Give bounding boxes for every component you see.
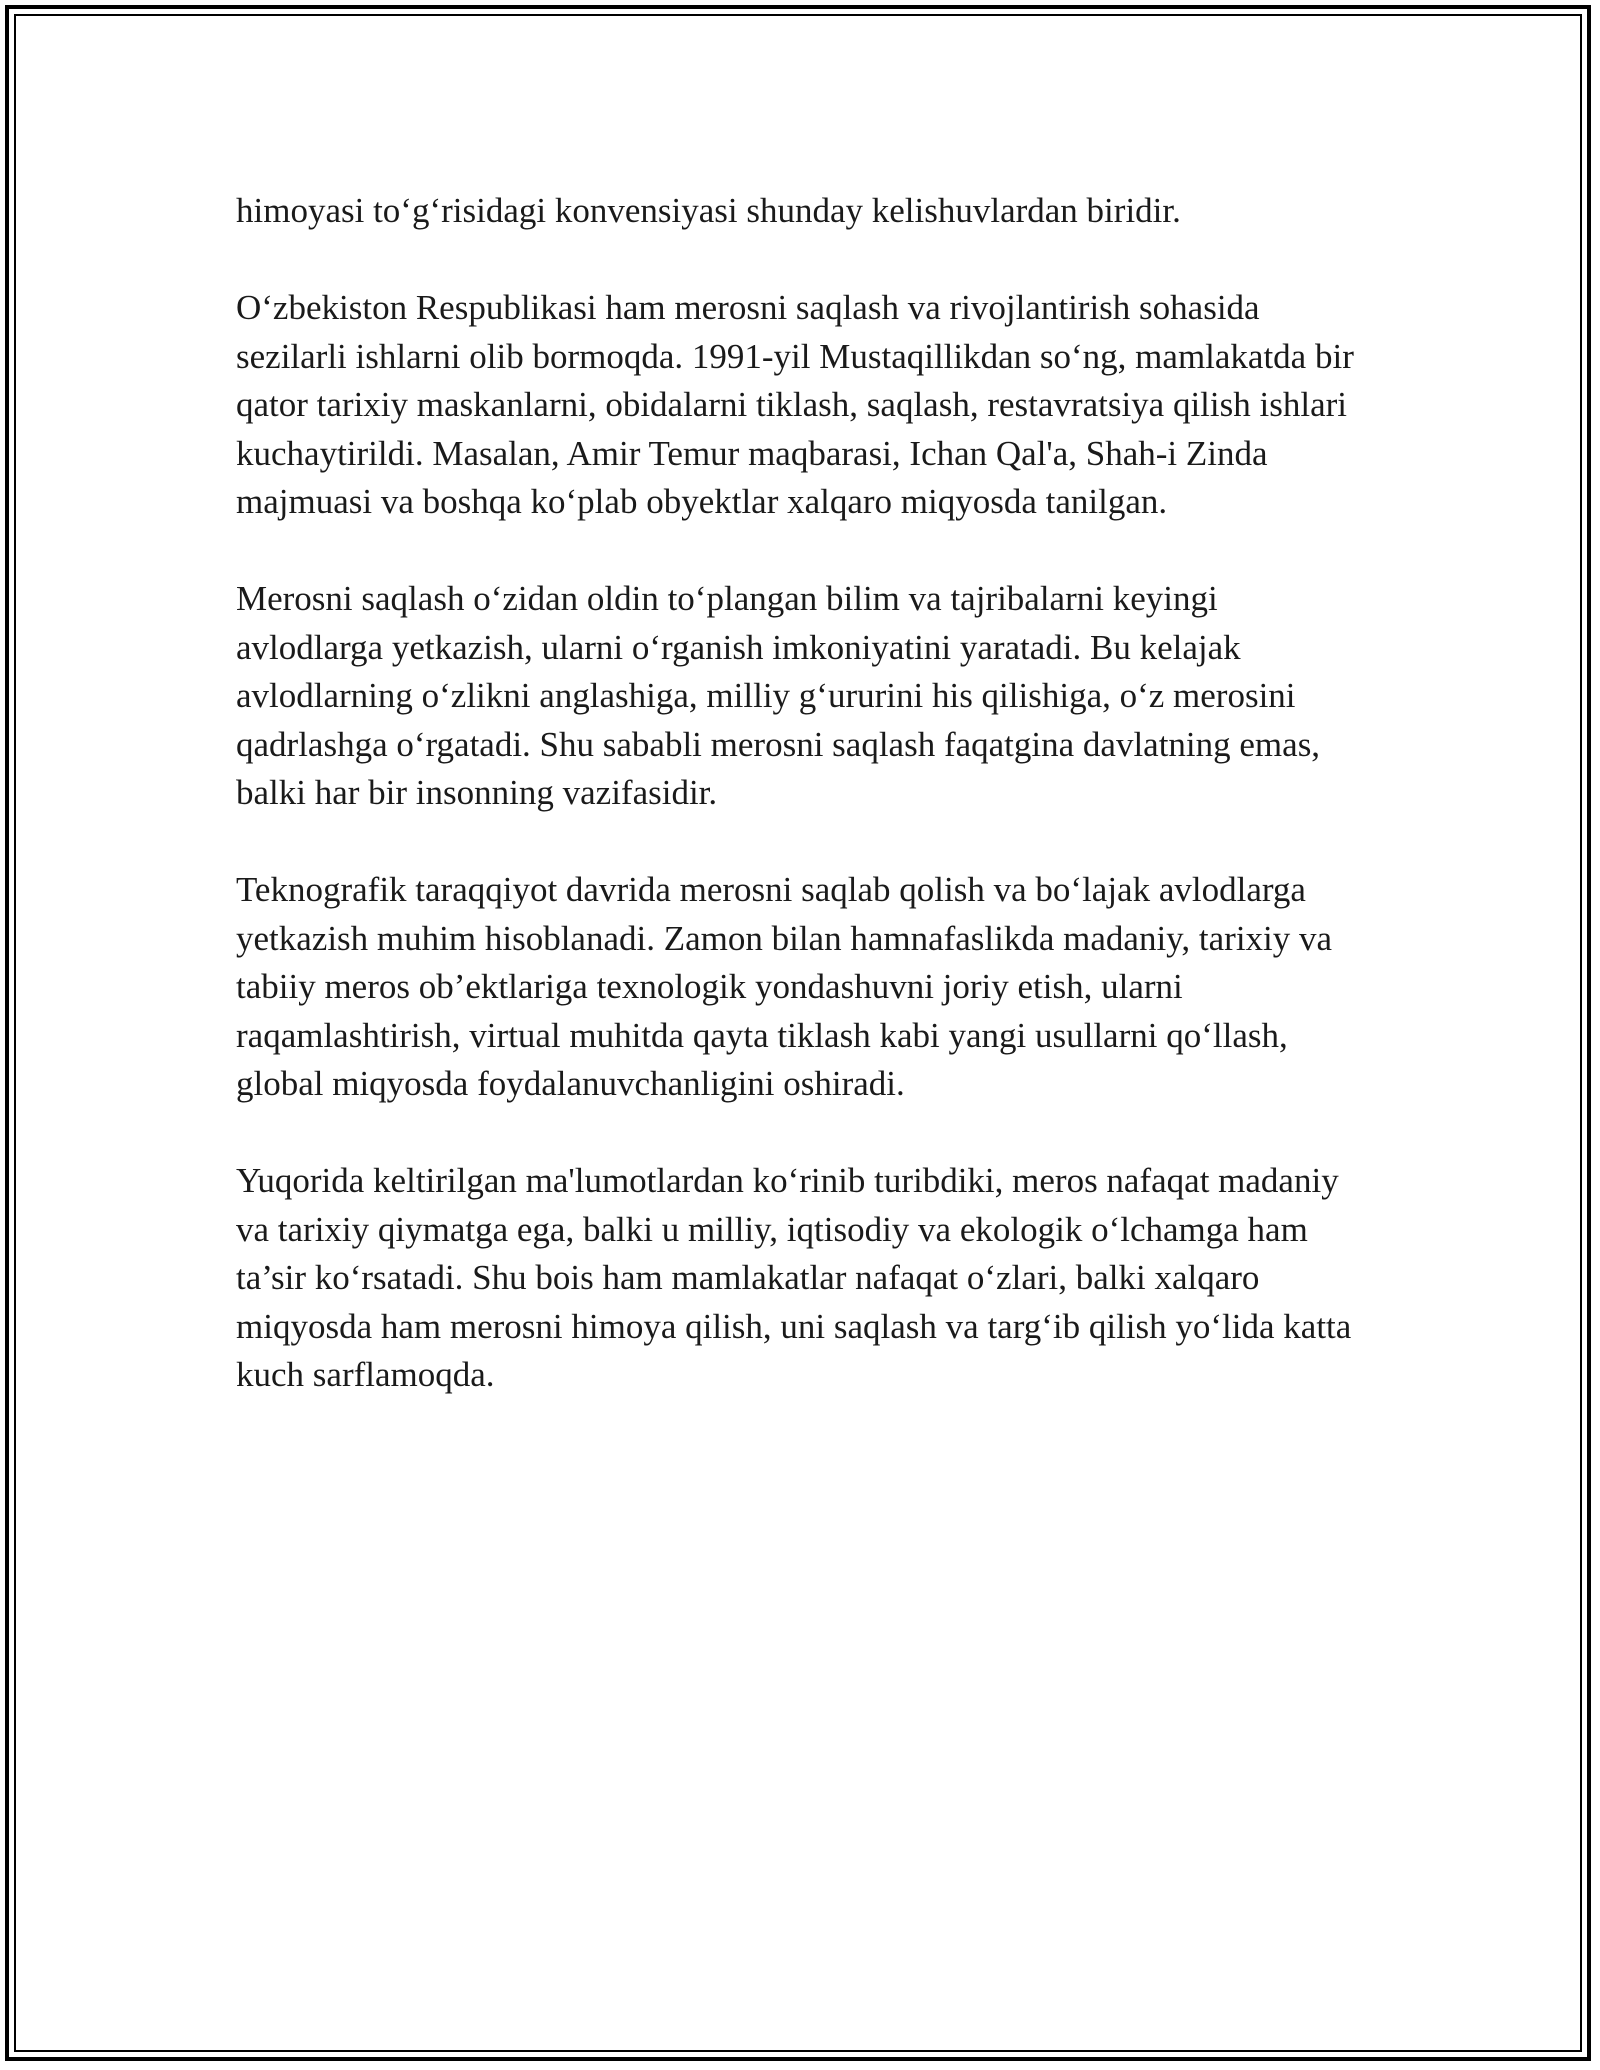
- paragraph-2: O‘zbekiston Respublikasi ham merosni saqlash va rivojlantirish sohasida sezilarli ishlarni olib bormoqda. 1991-yil Mustaqillikdan so‘ng, mamlakatda bir qator tarixiy maskanlarni, obidalarni tiklash, saqlash, restavratsiya qilish ishlari kuchaytirildi. Masalan, Amir Temur maqbarasi, Ichan Qal'a, Shah-i Zinda majmuasi va boshqa ko‘plab obyektlar xalqaro miqyosda tanilgan.: [236, 288, 1354, 521]
- document-body: [236, 187, 1366, 1448]
- paragraph-1: himoyasi to‘g‘risidagi konvensiyasi shunday kelishuvlardan biridir.: [236, 191, 1181, 230]
- paragraph-3: Merosni saqlash o‘zidan oldin to‘plangan bilim va tajribalarni keyingi avlodlarga yetkazish, ularni o‘rganish imkoniyatini yaratadi. Bu kelajak avlodlarning o‘zlikni anglashiga, milliy g‘ururini his qilishiga, o‘z merosini qadrlashga o‘rgatadi. Shu sababli merosni saqlash faqatgina davlatning emas, balki har bir insonning vazifasidir.: [236, 579, 1321, 812]
- paragraph-4: Teknografik taraqqiyot davrida merosni saqlab qolish va bo‘lajak avlodlarga yetkazish muhim hisoblanadi. Zamon bilan hamnafaslikda madaniy, tarixiy va tabiiy meros ob’ektlariga texnologik yondashuvni joriy etish, ularni raqamlashtirish, virtual muhitda qayta tiklash kabi yangi usullarni qo‘llash, global miqyosda foydalanuvchanligini oshiradi.: [236, 870, 1333, 1103]
- paragraph-5: Yuqorida keltirilgan ma'lumotlardan ko‘rinib turibdiki, meros nafaqat madaniy va tarixiy qiymatga ega, balki u milliy, iqtisodiy va ekologik o‘lchamga ham ta’sir ko‘rsatadi. Shu bois ham mamlakatlar nafaqat o‘zlari, balki xalqaro miqyosda ham merosni himoya qilish, uni saqlash va targ‘ib qilish yo‘lida katta kuch sarflamoqda.: [236, 1161, 1352, 1394]
